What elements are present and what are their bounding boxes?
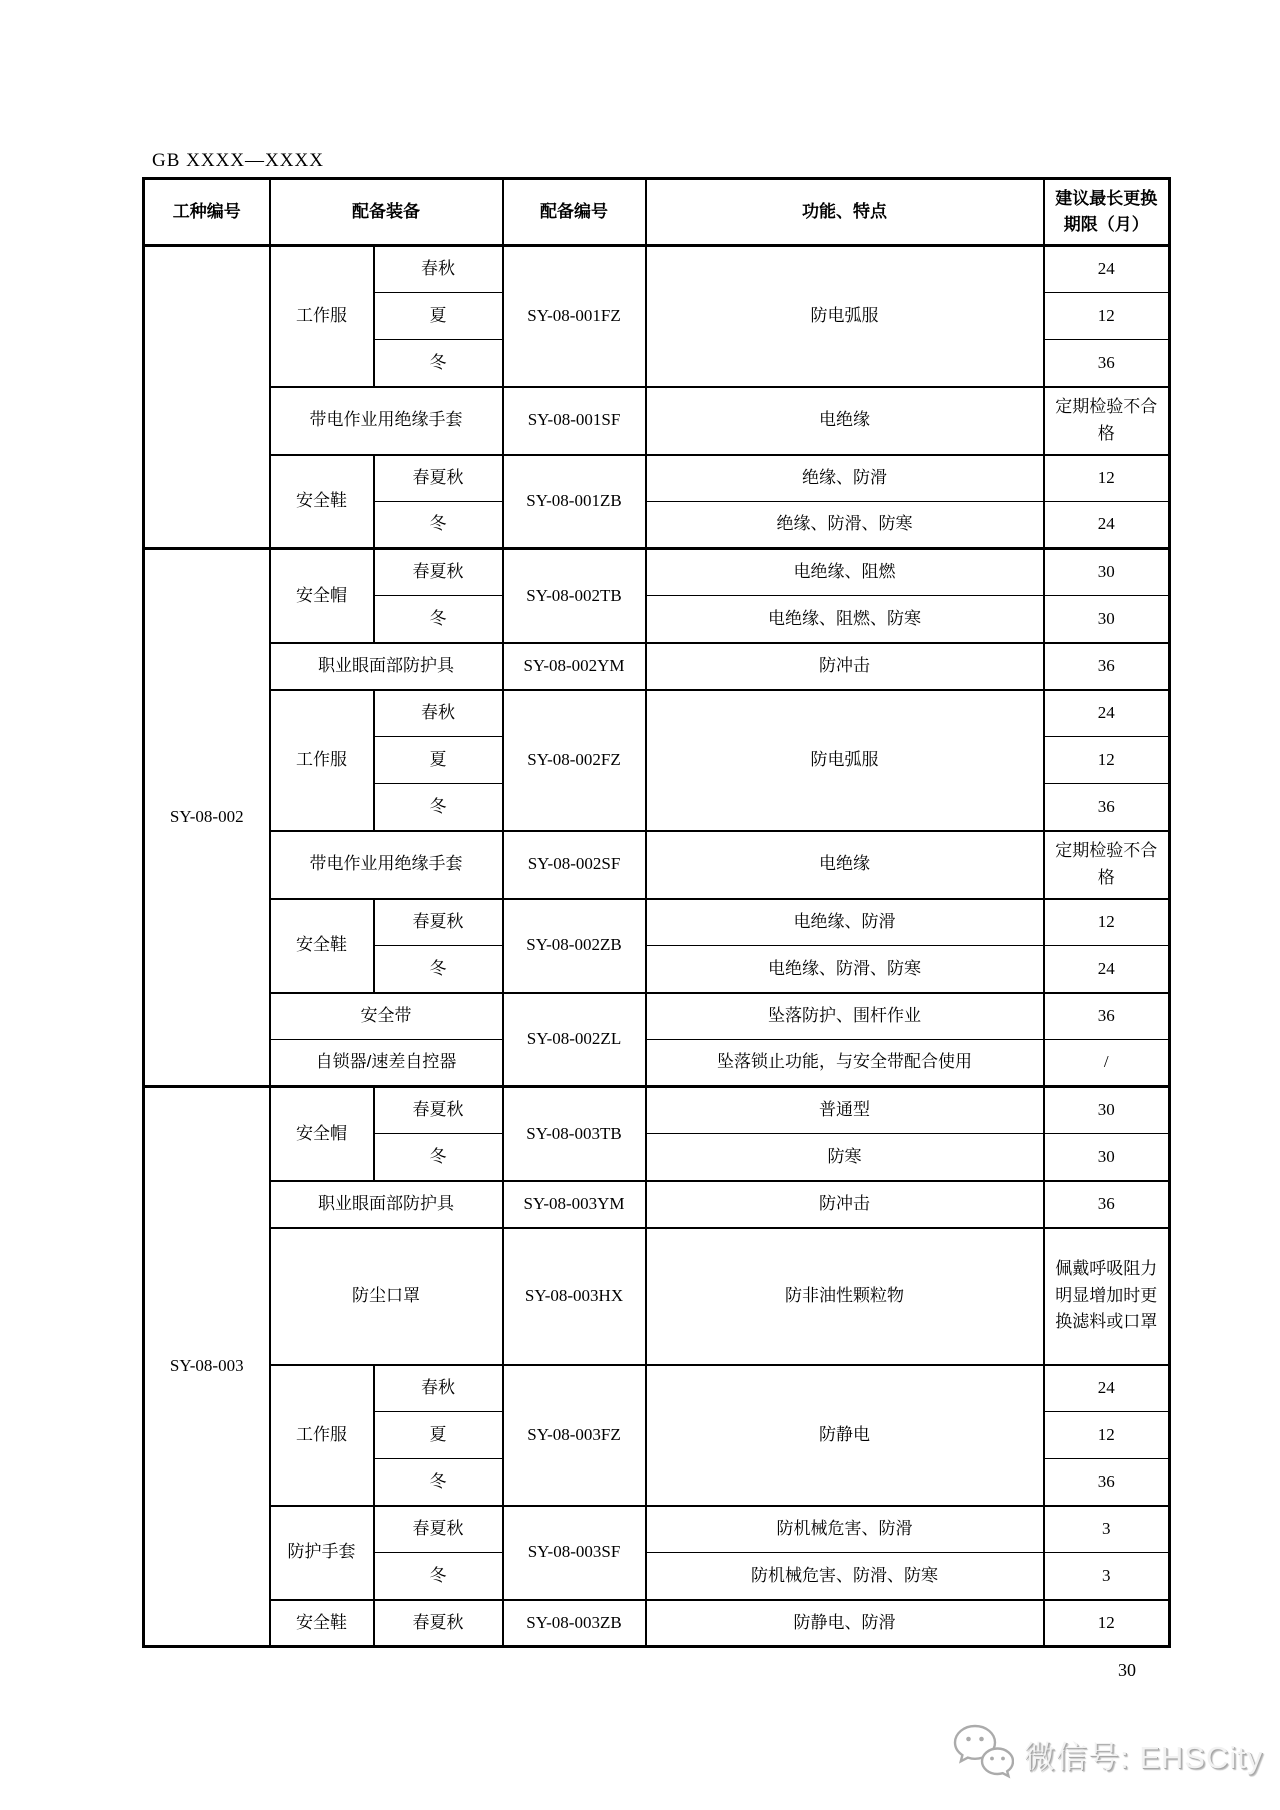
season-cell: 春秋: [374, 690, 503, 737]
equipment-code-cell: SY-08-001ZB: [503, 455, 646, 549]
equipment-code-cell: SY-08-003SF: [503, 1506, 646, 1600]
replacement-period-cell: 36: [1044, 993, 1170, 1040]
column-header: 功能、特点: [646, 179, 1044, 246]
season-cell: 春秋: [374, 246, 503, 293]
replacement-period-cell: 3: [1044, 1506, 1170, 1553]
function-cell: 电绝缘、阻燃、防寒: [646, 596, 1044, 643]
replacement-period-cell: 36: [1044, 1459, 1170, 1506]
function-cell: 电绝缘、阻燃: [646, 549, 1044, 596]
replacement-period-cell: 24: [1044, 690, 1170, 737]
table-row: [144, 246, 1170, 293]
season-cell: 春夏秋: [374, 899, 503, 946]
equipment-cell: 安全带: [270, 993, 503, 1040]
table-row: [144, 690, 1170, 737]
function-cell: 防静电、防滑: [646, 1600, 1044, 1647]
equipment-cell: 职业眼面部防护具: [270, 1181, 503, 1228]
equipment-cell: 安全鞋: [270, 455, 374, 549]
wechat-icon: [952, 1722, 1014, 1786]
table-header: [144, 179, 1170, 246]
replacement-period-cell: 24: [1044, 1365, 1170, 1412]
season-cell: 冬: [374, 1553, 503, 1600]
equipment-cell: 工作服: [270, 246, 374, 387]
equipment-cell: 安全鞋: [270, 1600, 374, 1647]
function-cell: 绝缘、防滑: [646, 455, 1044, 502]
equipment-code-cell: SY-08-002ZL: [503, 993, 646, 1087]
equipment-cell: 工作服: [270, 1365, 374, 1506]
column-header: 工种编号: [144, 179, 270, 246]
function-cell: 防机械危害、防滑: [646, 1506, 1044, 1553]
column-header: 建议最长更换期限（月）: [1044, 179, 1170, 246]
table-row: [144, 1087, 1170, 1134]
table-row: [144, 549, 1170, 596]
watermark: [952, 1722, 1263, 1786]
replacement-period-cell: 36: [1044, 340, 1170, 387]
replacement-period-cell: 24: [1044, 502, 1170, 549]
season-cell: 春夏秋: [374, 1600, 503, 1647]
table-row: [144, 643, 1170, 690]
table-row: [144, 455, 1170, 502]
replacement-period-cell: 12: [1044, 455, 1170, 502]
function-cell: 防机械危害、防滑、防寒: [646, 1553, 1044, 1600]
table-row: [144, 1181, 1170, 1228]
equipment-cell: 安全帽: [270, 549, 374, 643]
function-cell: 坠落锁止功能，与安全带配合使用: [646, 1040, 1044, 1087]
replacement-period-cell: 36: [1044, 643, 1170, 690]
season-cell: 冬: [374, 1134, 503, 1181]
table-row: [144, 1040, 1170, 1087]
equipment-cell: 安全帽: [270, 1087, 374, 1181]
equipment-cell: 带电作业用绝缘手套: [270, 831, 503, 899]
replacement-period-cell: 30: [1044, 549, 1170, 596]
equipment-code-cell: SY-08-003YM: [503, 1181, 646, 1228]
column-header: 配备编号: [503, 179, 646, 246]
ppe-allocation-table: [142, 177, 1171, 1648]
season-cell: 冬: [374, 784, 503, 831]
season-cell: 春夏秋: [374, 1506, 503, 1553]
equipment-cell: 自锁器/速差自控器: [270, 1040, 503, 1087]
replacement-period-cell: 12: [1044, 293, 1170, 340]
function-cell: 防电弧服: [646, 246, 1044, 387]
season-cell: 春秋: [374, 1365, 503, 1412]
equipment-code-cell: SY-08-001FZ: [503, 246, 646, 387]
table-row: [144, 831, 1170, 899]
function-cell: 防静电: [646, 1365, 1044, 1506]
function-cell: 防冲击: [646, 1181, 1044, 1228]
replacement-period-cell: 30: [1044, 1087, 1170, 1134]
function-cell: 电绝缘: [646, 831, 1044, 899]
replacement-period-cell: 36: [1044, 784, 1170, 831]
replacement-period-cell: 30: [1044, 1134, 1170, 1181]
season-cell: 夏: [374, 293, 503, 340]
header-row: [144, 179, 1170, 246]
equipment-cell: 防护手套: [270, 1506, 374, 1600]
season-cell: 夏: [374, 737, 503, 784]
equipment-code-cell: SY-08-003FZ: [503, 1365, 646, 1506]
equipment-code-cell: SY-08-002TB: [503, 549, 646, 643]
season-cell: 冬: [374, 1459, 503, 1506]
season-cell: 冬: [374, 502, 503, 549]
function-cell: 坠落防护、围杆作业: [646, 993, 1044, 1040]
equipment-code-cell: SY-08-002ZB: [503, 899, 646, 993]
table-row: [144, 899, 1170, 946]
equipment-code-cell: SY-08-003ZB: [503, 1600, 646, 1647]
season-cell: 春夏秋: [374, 1087, 503, 1134]
job-code-cell: SY-08-002: [144, 549, 270, 1087]
season-cell: 春夏秋: [374, 549, 503, 596]
function-cell: 防寒: [646, 1134, 1044, 1181]
function-cell: 绝缘、防滑、防寒: [646, 502, 1044, 549]
season-cell: 冬: [374, 596, 503, 643]
column-header: 配备装备: [270, 179, 503, 246]
watermark-text: 微信号: EHSCity: [1024, 1739, 1264, 1775]
equipment-cell: 安全鞋: [270, 899, 374, 993]
replacement-period-cell: 36: [1044, 1181, 1170, 1228]
function-cell: 普通型: [646, 1087, 1044, 1134]
equipment-cell: 工作服: [270, 690, 374, 831]
function-cell: 电绝缘、防滑、防寒: [646, 946, 1044, 993]
job-code-cell: SY-08-003: [144, 1087, 270, 1647]
function-cell: 电绝缘、防滑: [646, 899, 1044, 946]
replacement-period-cell: /: [1044, 1040, 1170, 1087]
replacement-period-cell: 佩戴呼吸阻力明显增加时更换滤料或口罩: [1044, 1228, 1170, 1365]
equipment-code-cell: SY-08-002SF: [503, 831, 646, 899]
function-cell: 电绝缘: [646, 387, 1044, 455]
equipment-cell: 带电作业用绝缘手套: [270, 387, 503, 455]
replacement-period-cell: 定期检验不合格: [1044, 387, 1170, 455]
equipment-code-cell: SY-08-001SF: [503, 387, 646, 455]
season-cell: 冬: [374, 946, 503, 993]
page-number: 30: [1118, 1660, 1136, 1680]
replacement-period-cell: 12: [1044, 899, 1170, 946]
table-row: [144, 1600, 1170, 1647]
function-cell: 防冲击: [646, 643, 1044, 690]
table-body: [144, 246, 1170, 1647]
equipment-cell: 防尘口罩: [270, 1228, 503, 1365]
season-cell: 夏: [374, 1412, 503, 1459]
replacement-period-cell: 30: [1044, 596, 1170, 643]
table-row: [144, 993, 1170, 1040]
document-code: GB XXXX—XXXX: [152, 150, 324, 171]
replacement-period-cell: 12: [1044, 1412, 1170, 1459]
function-cell: 防电弧服: [646, 690, 1044, 831]
equipment-code-cell: SY-08-003TB: [503, 1087, 646, 1181]
season-cell: 冬: [374, 340, 503, 387]
function-cell: 防非油性颗粒物: [646, 1228, 1044, 1365]
replacement-period-cell: 12: [1044, 1600, 1170, 1647]
equipment-code-cell: SY-08-002FZ: [503, 690, 646, 831]
replacement-period-cell: 定期检验不合格: [1044, 831, 1170, 899]
replacement-period-cell: 24: [1044, 246, 1170, 293]
table-row: [144, 1506, 1170, 1553]
equipment-cell: 职业眼面部防护具: [270, 643, 503, 690]
equipment-code-cell: SY-08-003HX: [503, 1228, 646, 1365]
job-code-cell: [144, 246, 270, 549]
season-cell: 春夏秋: [374, 455, 503, 502]
replacement-period-cell: 3: [1044, 1553, 1170, 1600]
replacement-period-cell: 24: [1044, 946, 1170, 993]
table-row: [144, 387, 1170, 455]
equipment-code-cell: SY-08-002YM: [503, 643, 646, 690]
replacement-period-cell: 12: [1044, 737, 1170, 784]
table-row: [144, 1365, 1170, 1412]
table-row: [144, 1228, 1170, 1365]
